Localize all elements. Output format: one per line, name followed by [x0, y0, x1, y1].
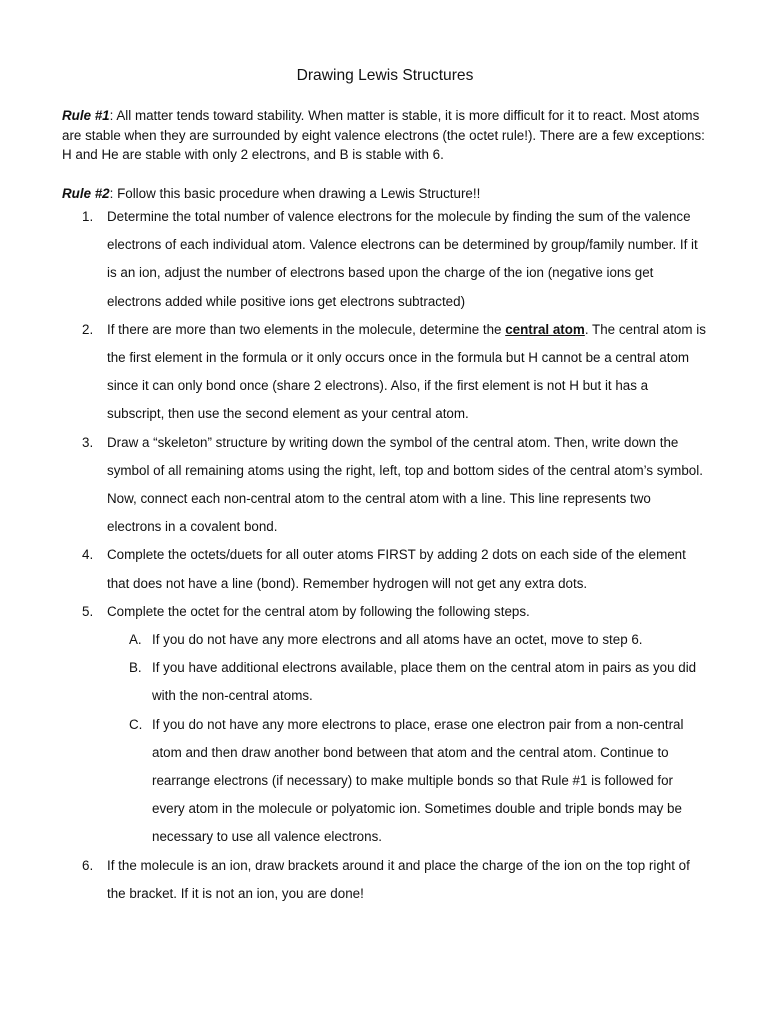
step-number: 3.: [82, 434, 94, 450]
list-item-substep-a: [107, 626, 708, 654]
list-item-step-5: [62, 598, 708, 852]
substeps-list: [107, 626, 708, 852]
step-text: Draw a “skeleton” structure by writing down the symbol of the central atom. Then, write down the symbol of all remaining atoms using the right, left, top and bottom sides of the central atom’s symbol. Now, connect each non-central atom to the central atom with a line. This line represents two electrons in a covalent bond.: [107, 434, 703, 535]
substep-text: If you do not have any more electrons to place, erase one electron pair from a non-central atom and then draw another bond between that atom and the central atom. Continue to rearrange electrons (if necessary) to make multiple bonds so that Rule #1 is followed for every atom in the molecule or polyatomic ion. Sometimes double and triple bonds may be necessary to use all valence electrons.: [152, 716, 684, 845]
list-item-substep-b: [107, 654, 708, 710]
rule-2-paragraph: [62, 184, 708, 204]
substep-letter: A.: [129, 632, 142, 648]
list-item-step-2: [62, 316, 708, 429]
step-text: Determine the total number of valence electrons for the molecule by finding the sum of the valence electrons of each individual atom. Valence electrons can be determined by group/family number. If it is an ion, adjust the number of electrons based upon the charge of the ion (negative ions get electrons added while positive ions get electrons subtracted): [107, 209, 698, 309]
step-text-after: . The central atom is the first element in the formula or it only occurs once in the formula but H cannot be a central atom since it can only bond once (share 2 electrons). Also, if the first element is not H but it has a subscript, then use the second element as your central atom.: [107, 321, 706, 422]
step-text-before: If there are more than two elements in the molecule, determine the: [107, 321, 506, 337]
step-number: 2.: [82, 321, 94, 337]
step-number: 1.: [82, 209, 94, 224]
step-number: 5.: [82, 603, 94, 619]
list-item-step-6: [62, 852, 708, 908]
rule-2-label: Rule #2: [62, 185, 110, 201]
list-item-step-4: [62, 541, 708, 597]
step-text: If the molecule is an ion, draw brackets around it and place the charge of the ion on the top right of the bracket. If it is not an ion, you are done!: [107, 857, 690, 901]
step-number: 6.: [82, 857, 94, 873]
rule-1-label: Rule #1: [62, 108, 110, 123]
step-text: Complete the octets/duets for all outer atoms FIRST by adding 2 dots on each side of the element that does not have a line (bond). Remember hydrogen will not get any extra dots.: [107, 547, 686, 591]
substep-letter: B.: [129, 660, 142, 676]
rule-2-text: : Follow this basic procedure when drawing a Lewis Structure!!: [109, 185, 481, 201]
rule-1-paragraph: [62, 106, 708, 165]
list-item-step-1: [62, 203, 708, 316]
step-number: 4.: [82, 547, 94, 563]
central-atom-term: central atom: [505, 321, 585, 337]
substep-text: If you do not have any more electrons and all atoms have an octet, move to step 6.: [152, 632, 643, 648]
step-text: Complete the octet for the central atom by following the following steps.: [107, 603, 530, 619]
page-title: Drawing Lewis Structures: [296, 67, 474, 84]
substep-text: If you have additional electrons available, place them on the central atom in pairs as you did with the non-central atoms.: [152, 660, 697, 704]
list-item-step-3: [62, 429, 708, 542]
list-item-substep-c: [107, 711, 708, 852]
procedure-steps-list: [62, 203, 708, 908]
substep-letter: C.: [129, 716, 143, 732]
rule-1-text: : All matter tends toward stability. When matter is stable, it is more difficult for it to react. Most atoms are stable when they are surrounded by eight valence electrons (the octet rule!). There are a few exceptions: H and He are stable with only 2 electrons, and B is stable with 6.: [62, 108, 705, 162]
